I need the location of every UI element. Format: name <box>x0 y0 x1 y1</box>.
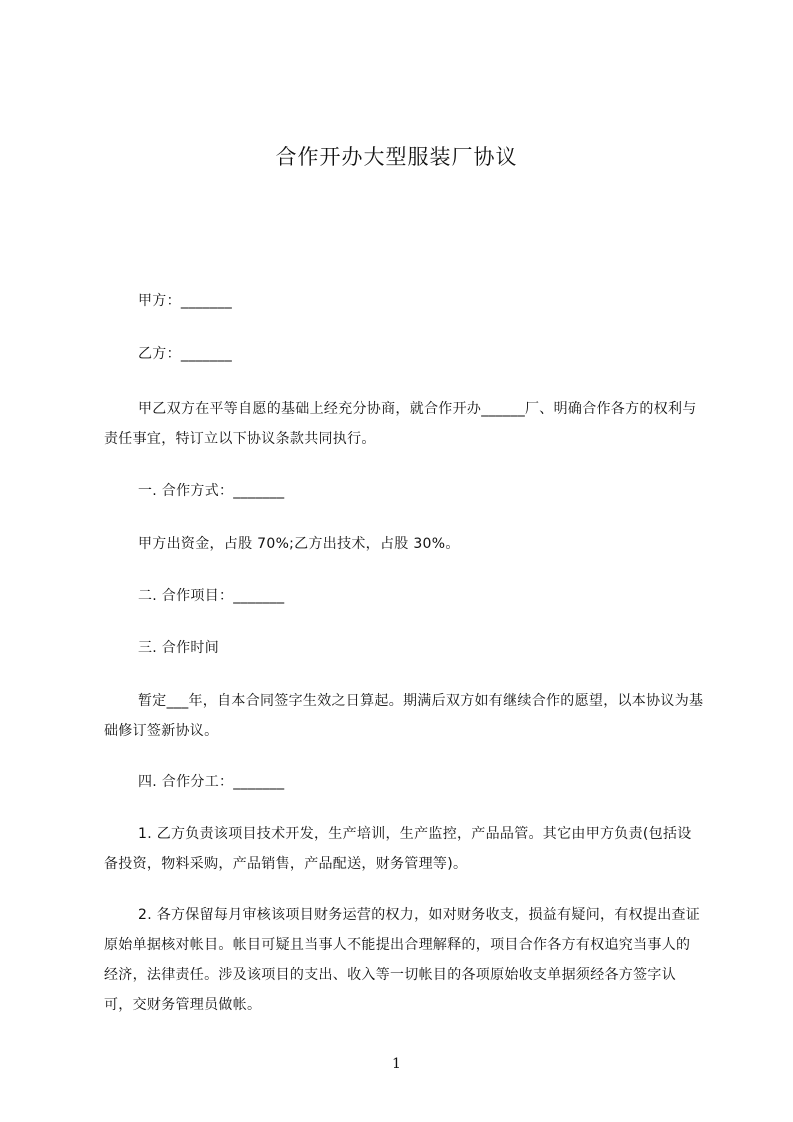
page-number: 1 <box>392 1056 401 1072</box>
section-4-heading: 四. 合作分工：_______ <box>138 774 285 790</box>
section-1-body: 甲方出资金，占股 70%;乙方出技术，占股 30%。 <box>138 536 460 552</box>
section-4-item-2: 2. 各方保留每月审核该项目财务运营的权力，如对财务收支，损益有疑问，有权提出查证原始单据核对帐目。帐目可疑且当事人不能提出合理解释的，项目合作各方有权追究当事人的经济，法律责任。涉及该项目的支出、收入等一切帐目的各项原始收支单据须经各方签字认可，交财务管理员做帐。 <box>104 907 701 1013</box>
section-2-heading: 二. 合作项目：_______ <box>138 588 285 604</box>
party-b-line: 乙方：_______ <box>138 346 232 362</box>
party-a-line: 甲方：_______ <box>138 293 232 309</box>
document-title: 合作开办大型服装厂协议 <box>275 145 518 169</box>
section-3-body: 暂定___年，自本合同签字生效之日算起。期满后双方如有继续合作的愿望，以本协议为基础修订签新协议。 <box>104 693 704 739</box>
section-3-heading: 三. 合作时间 <box>138 640 219 656</box>
section-1-heading: 一. 合作方式：_______ <box>138 483 285 499</box>
intro-paragraph: 甲乙双方在平等自愿的基础上经充分协商，就合作开办______厂、明确合作各方的权利与责任事宜，特订立以下协议条款共同执行。 <box>104 401 697 447</box>
section-4-item-1: 1. 乙方负责该项目技术开发，生产培训，生产监控，产品品管。其它由甲方负责(包括设备投资，物料采购，产品销售，产品配送，财务管理等)。 <box>104 826 692 872</box>
